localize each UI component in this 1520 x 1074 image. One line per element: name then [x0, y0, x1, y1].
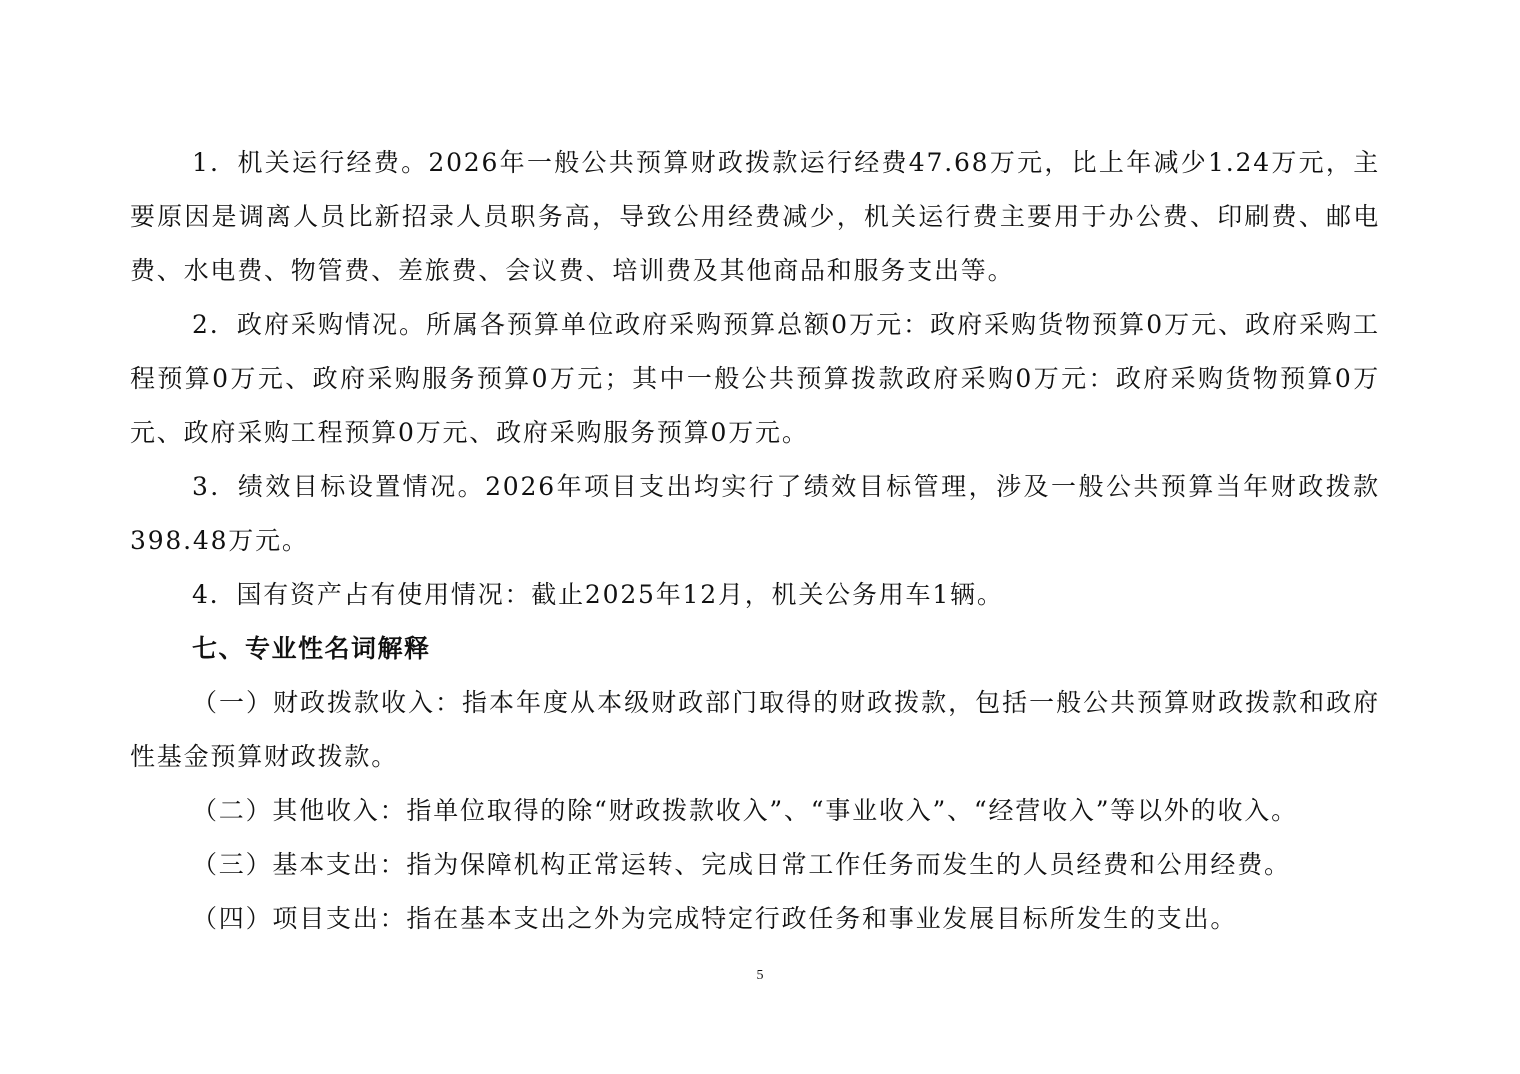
document-body	[130, 136, 1380, 946]
paragraph-government-procurement: 2．政府采购情况。所属各预算单位政府采购预算总额0万元：政府采购货物预算0万元、政府采购工程预算0万元、政府采购服务预算0万元；其中一般公共预算拨款政府采购0万元：政府采购货物预算0万元、政府采购工程预算0万元、政府采购服务预算0万元。	[130, 310, 1380, 447]
definition-basic-expenditure: （三）基本支出：指为保障机构正常运转、完成日常工作任务而发生的人员经费和公用经费。	[192, 850, 1291, 879]
definition-other-income: （二）其他收入：指单位取得的除“财政拨款收入”、“事业收入”、“经营收入”等以外的收入。	[192, 796, 1298, 825]
section-heading-glossary: 七、专业性名词解释	[192, 634, 431, 663]
paragraph-state-assets: 4．国有资产占有使用情况：截止2025年12月，机关公务用车1辆。	[192, 580, 1004, 609]
definition-fiscal-appropriation-income: （一）财政拨款收入：指本年度从本级财政部门取得的财政拨款，包括一般公共预算财政拨款和政府性基金预算财政拨款。	[130, 688, 1380, 771]
paragraph-office-operating-expenses: 1．机关运行经费。2026年一般公共预算财政拨款运行经费47.68万元，比上年减少1.24万元，主要原因是调离人员比新招录人员职务高，导致公用经费减少，机关运行费主要用于办公费、印刷费、邮电费、水电费、物管费、差旅费、会议费、培训费及其他商品和服务支出等。	[130, 148, 1380, 285]
page-number: 5	[756, 968, 764, 983]
definition-project-expenditure: （四）项目支出：指在基本支出之外为完成特定行政任务和事业发展目标所发生的支出。	[192, 904, 1238, 933]
paragraph-performance-goals: 3．绩效目标设置情况。2026年项目支出均实行了绩效目标管理，涉及一般公共预算当年财政拨款398.48万元。	[130, 472, 1380, 555]
